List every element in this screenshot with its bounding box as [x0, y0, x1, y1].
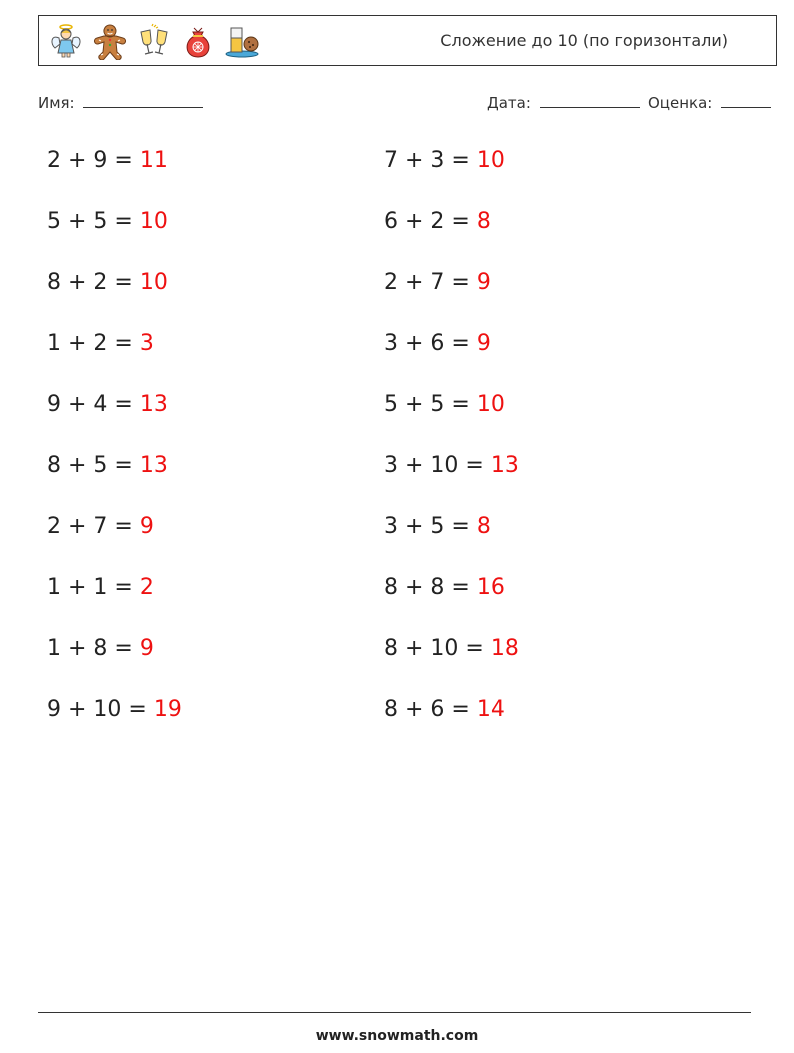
answer: 8 [476, 209, 491, 234]
problem-left-10 [47, 697, 182, 722]
problem-right-6 [384, 453, 519, 478]
problem-left-6 [47, 453, 168, 478]
question: 3 + 10 = [384, 453, 491, 478]
question: 2 + 7 = [47, 514, 140, 539]
gingerbread-man-icon [91, 22, 129, 60]
question: 1 + 8 = [47, 636, 140, 661]
date-label: Дата: [487, 94, 531, 112]
problem-left-4 [47, 331, 154, 356]
problem-right-1 [384, 148, 505, 173]
worksheet-title: Сложение до 10 (по горизонтали) [440, 31, 728, 50]
score-field [648, 93, 771, 112]
question: 1 + 2 = [47, 331, 140, 356]
footer-url[interactable]: www.snowmath.com [315, 1028, 479, 1044]
answer: 9 [476, 331, 491, 356]
problem-right-5 [384, 392, 505, 417]
problem-right-10 [384, 697, 505, 722]
score-label: Оценка: [648, 94, 713, 112]
question: 2 + 9 = [47, 148, 140, 173]
answer: 8 [476, 514, 491, 539]
answer: 2 [139, 575, 154, 600]
problem-left-8 [47, 575, 154, 600]
question: 8 + 8 = [384, 575, 477, 600]
footer-divider [38, 1012, 751, 1013]
question: 1 + 1 = [47, 575, 140, 600]
header-icons [47, 22, 261, 60]
problem-left-2 [47, 209, 168, 234]
problem-left-9 [47, 636, 154, 661]
question: 3 + 6 = [384, 331, 477, 356]
champagne-glasses-icon [135, 22, 173, 60]
problem-right-7 [384, 514, 491, 539]
answer: 10 [139, 209, 168, 234]
question: 5 + 5 = [47, 209, 140, 234]
problem-right-3 [384, 270, 491, 295]
question: 8 + 2 = [47, 270, 140, 295]
answer: 11 [139, 148, 168, 173]
answer: 9 [139, 514, 154, 539]
answer: 9 [139, 636, 154, 661]
problem-left-5 [47, 392, 168, 417]
answer: 9 [476, 270, 491, 295]
name-field [38, 93, 203, 112]
name-blank[interactable] [83, 93, 203, 108]
worksheet-header [38, 15, 777, 66]
answer: 10 [476, 392, 505, 417]
gift-sack-icon [179, 22, 217, 60]
question: 9 + 10 = [47, 697, 154, 722]
problem-right-2 [384, 209, 491, 234]
question: 2 + 7 = [384, 270, 477, 295]
answer: 3 [139, 331, 154, 356]
answer: 16 [476, 575, 505, 600]
problem-left-1 [47, 148, 168, 173]
date-blank[interactable] [540, 93, 640, 108]
answer: 10 [139, 270, 168, 295]
answer: 13 [490, 453, 519, 478]
question: 8 + 5 = [47, 453, 140, 478]
answer: 18 [490, 636, 519, 661]
answer: 13 [139, 392, 168, 417]
milk-and-cookies-icon [223, 22, 261, 60]
question: 6 + 2 = [384, 209, 477, 234]
angel-icon [47, 22, 85, 60]
date-field [487, 93, 640, 112]
answer: 13 [139, 453, 168, 478]
question: 8 + 6 = [384, 697, 477, 722]
answer: 10 [476, 148, 505, 173]
question: 8 + 10 = [384, 636, 491, 661]
question: 7 + 3 = [384, 148, 477, 173]
problem-right-8 [384, 575, 505, 600]
score-blank[interactable] [721, 93, 771, 108]
problem-right-9 [384, 636, 519, 661]
question: 5 + 5 = [384, 392, 477, 417]
answer: 19 [153, 697, 182, 722]
problem-right-4 [384, 331, 491, 356]
question: 3 + 5 = [384, 514, 477, 539]
question: 9 + 4 = [47, 392, 140, 417]
problem-left-7 [47, 514, 154, 539]
name-label: Имя: [38, 94, 75, 112]
problem-left-3 [47, 270, 168, 295]
answer: 14 [476, 697, 505, 722]
